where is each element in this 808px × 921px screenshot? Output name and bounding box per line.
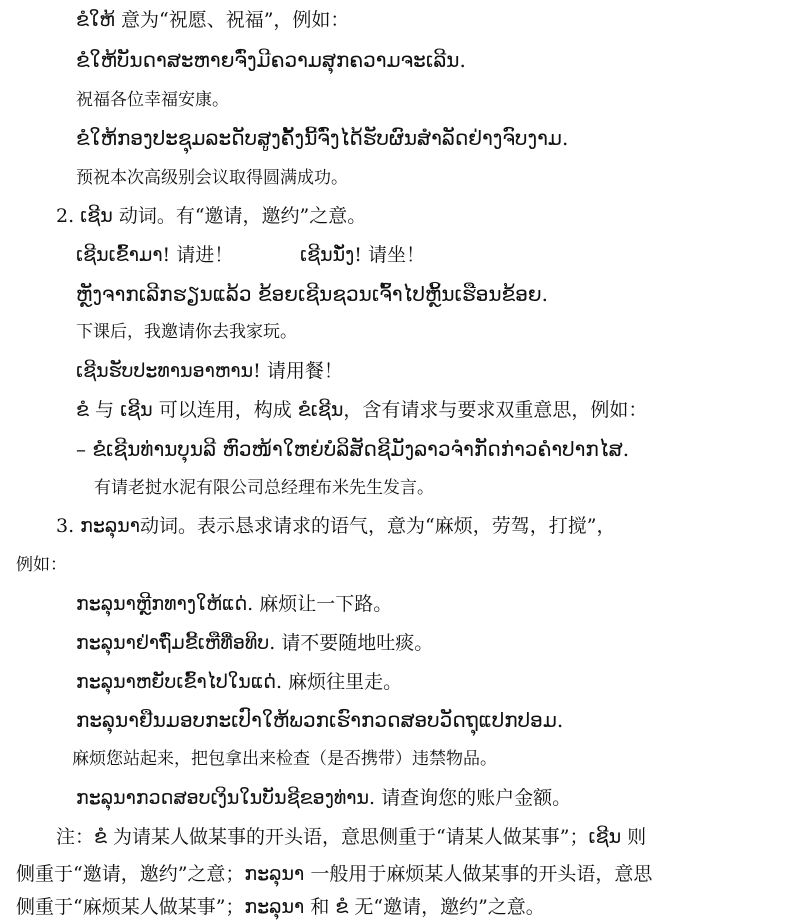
- lao-example: ກະລຸນາຢ່າຖົ່ມຂີ້ເຫືທື່ອທິບ. 请不要随地吐痰。: [76, 632, 434, 654]
- lao-example: ຫຼັງຈາກເລີກຮຽນແລ້ວ ຂ້ອຍເຊີນຊວນເຈົ້າໄປຫຼິ້ນເຮືອນຂ້ອຍ.: [76, 282, 548, 306]
- chinese-translation: 预祝本次高级别会议取得圆满成功。: [76, 168, 348, 188]
- chinese-translation: 祝福各位幸福安康。: [76, 90, 229, 110]
- lao-example: ເຊີນຮັບປະທານອາຫານ! 请用餐！: [76, 360, 343, 382]
- text-line: ຂໍ 与 ເຊີນ 可以连用，构成 ຂໍເຊີນ，含有请求与要求双重意思，例如：: [76, 399, 648, 421]
- chinese-translation: 有请老挝水泥有限公司总经理布米先生发言。: [94, 478, 434, 498]
- lao-example: – ຂໍເຊີນທ່ານບຸນລີ ຫົວໜ້າໃຫຍ່ບໍລິສັດຊີມັງລາວຈຳກັດກ່າວຄຳປາກໄສ.: [76, 437, 630, 461]
- lao-example: ກະລຸນາຢືນມອບກະເປົາໃຫ້ພວກເຮົາກວດສອບວັດຖຸແປກປອມ.: [76, 708, 564, 732]
- note-text: 注：ຂໍ 为请某人做某事的开头语，意思侧重于“请某人做某事”；ເຊີນ 则: [56, 826, 647, 848]
- lao-example: ກະລຸນາຫຼີກທາງໃຫ້ແດ່. 麻烦让一下路。: [76, 593, 393, 615]
- lao-example: ກະລຸນາກວດສອບເງິນໃນບັນຊີຂອງທ່ານ. 请查询您的账户金额。: [76, 787, 572, 809]
- lao-example: ຂໍໃຫ້ກອງປະຊຸມລະດັບສູງຄັ້ງນີ້ຈົ່ງໄດ້ຮັບຜົນສຳລັດຢ່າງຈົບງາມ.: [76, 126, 569, 150]
- lao-example: ເຊີນນັ່ງ! 请坐！: [300, 244, 425, 266]
- lao-example: ເຊີນເຂົ້າມາ! 请进！: [76, 244, 234, 266]
- chinese-translation: 下课后，我邀请你去我家玩。: [76, 322, 297, 342]
- section-heading: 2. ເຊີນ 动词。有“邀请，邀约”之意。: [56, 205, 367, 227]
- chinese-translation: 麻烦您站起来，把包拿出来检查（是否携带）违禁物品。: [72, 749, 497, 769]
- text-line: ຂໍໃຫ້ 意为“祝愿、祝福”，例如：: [76, 9, 350, 31]
- section-heading: 3. ກະລຸນາ动词。表示恳求请求的语气，意为“麻烦，劳驾，打搅”，: [56, 515, 616, 537]
- lao-example: ຂໍໃຫ້ບັນດາສະຫາຍຈົ່ງມີຄວາມສຸກຄວາມຈະເລີນ.: [76, 48, 466, 72]
- lao-example: ກະລຸນາຫຍັບເຂົ້າໄປໃນແດ່. 麻烦往里走。: [76, 671, 403, 693]
- text-line: 例如：: [16, 555, 67, 575]
- note-text: 侧重于“麻烦某人做某事”；ກະລຸນາ 和 ຂໍ 无“邀请，邀约”之意。: [16, 896, 545, 918]
- note-text: 侧重于“邀请，邀约”之意；ກະລຸນາ 一般用于麻烦某人做某事的开头语，意思: [16, 863, 653, 885]
